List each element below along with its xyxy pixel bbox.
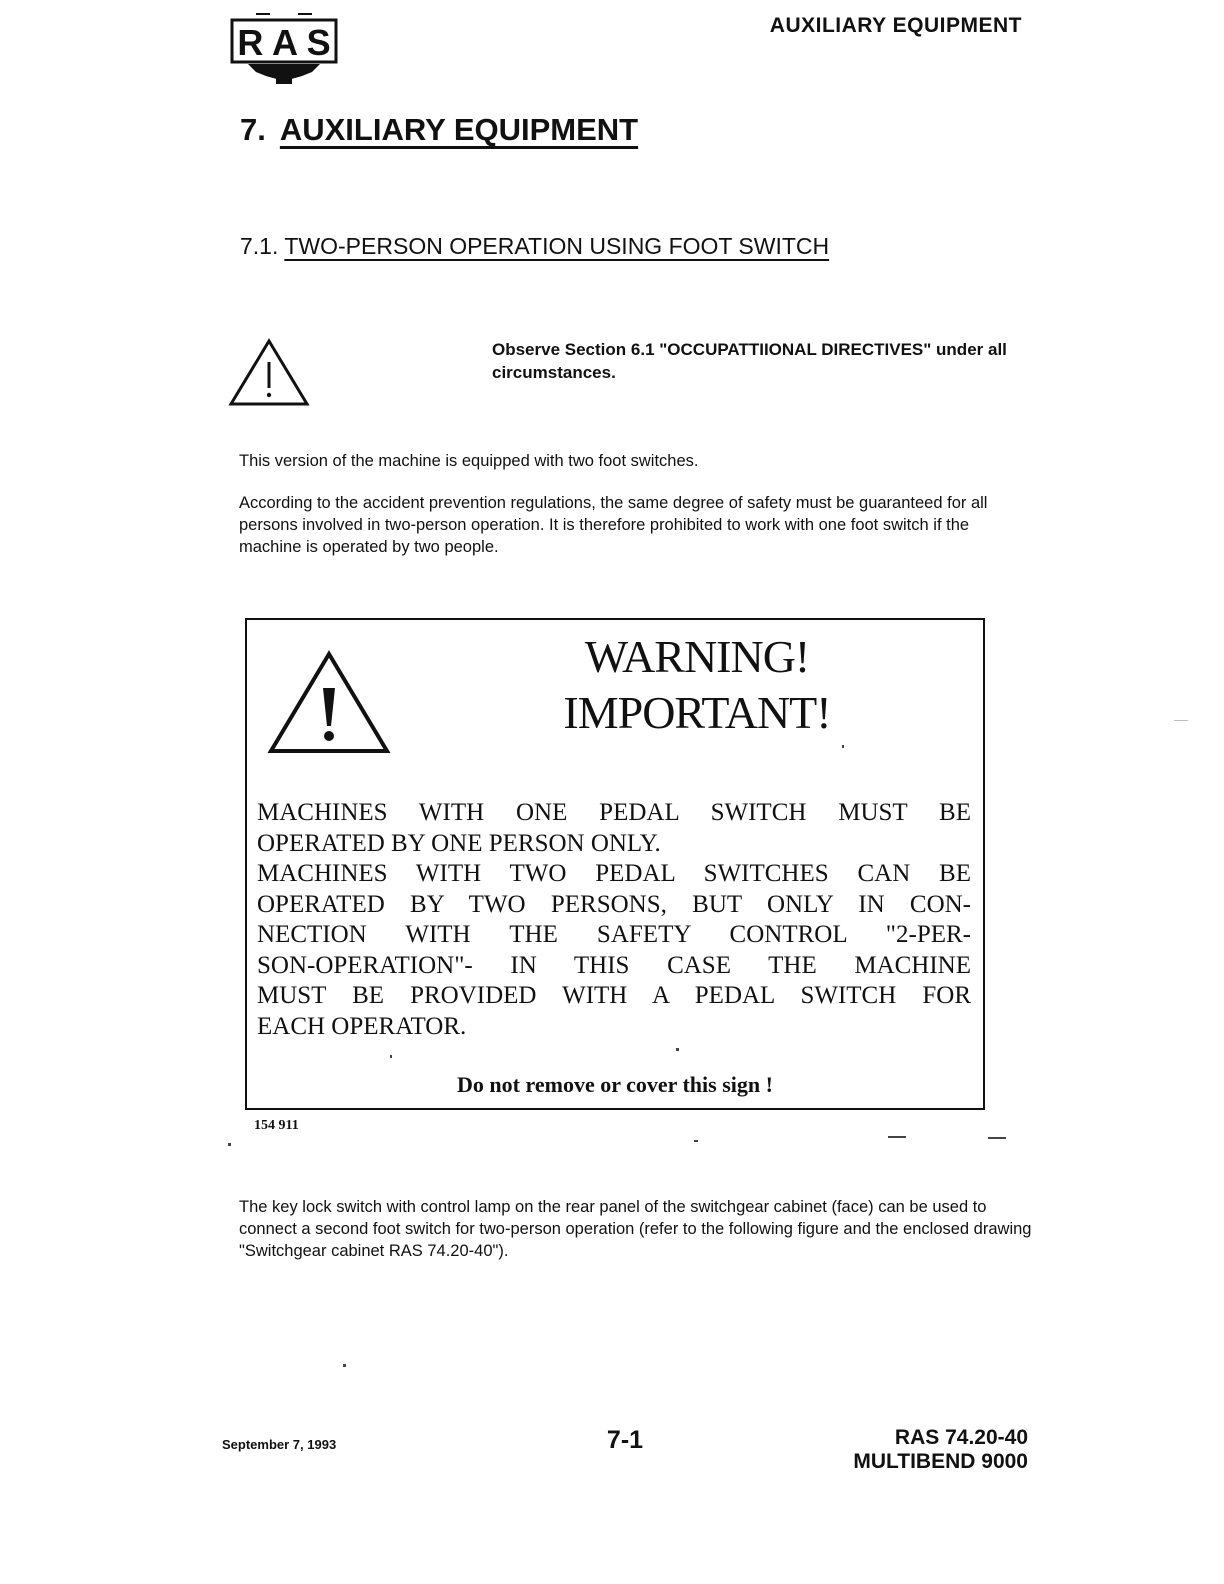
sign-line: MACHINES WITH TWO PEDAL SWITCHES CAN BE (257, 860, 971, 887)
sign-line: OPERATED BY ONE PERSON ONLY. (257, 829, 661, 857)
page-number: 7-1 (606, 1426, 644, 1454)
scan-speck (228, 1143, 231, 1146)
chapter-number: 7. (240, 112, 266, 147)
scan-speck (343, 1364, 346, 1367)
doc-code: RAS 74.20-40 (894, 1426, 1028, 1449)
scan-speck (888, 1136, 906, 1138)
sign-title-important: IMPORTANT! (563, 687, 831, 738)
warning-triangle-icon (228, 338, 310, 408)
scan-speck (676, 1048, 679, 1051)
sign-title-warning: WARNING! (584, 631, 810, 682)
scan-speck (842, 745, 844, 748)
sign-part-number: 154 911 (254, 1118, 299, 1133)
sign-line: SON-OPERATION"- IN THIS CASE THE MACHINE (257, 951, 971, 979)
logo-text: R A S (237, 22, 331, 63)
chapter-title: AUXILIARY EQUIPMENT (279, 112, 639, 147)
sign-line: NECTION WITH THE SAFETY CONTROL "2-PER- (257, 921, 971, 948)
sign-line: MUST BE PROVIDED WITH A PEDAL SWITCH FOR (257, 982, 971, 1009)
warning-sign (245, 618, 985, 1110)
machine-name: MULTIBEND 9000 (853, 1450, 1028, 1473)
sign-text (257, 798, 971, 1042)
sign-footer: Do not remove or cover this sign ! (457, 1072, 773, 1097)
scan-speck (390, 1055, 392, 1058)
sign-line: MACHINES WITH ONE PEDAL SWITCH MUST BE (257, 799, 971, 826)
scan-speck (694, 1140, 698, 1142)
paragraph-key-lock: The key lock switch with control lamp on the rear panel of the switchgear cabinet (face) can be used to connect a second foot switch for two-person operation (refer to the following figure and the enclosed drawing "Switchgear cabinet RAS 74.20-40"). (239, 1198, 1032, 1260)
section-title: TWO-PERSON OPERATION USING FOOT SWITCH (284, 233, 830, 259)
paragraph-intro: This version of the machine is equipped with two foot switches. (239, 452, 699, 470)
paragraph-regulations: According to the accident prevention regulations, the same degree of safety must be guaranteed for all persons involved in two-person operation. It is therefore prohibited to work with one foot switch if the machine is operated by two people. (239, 494, 988, 556)
chapter-heading (240, 112, 638, 148)
ras-logo (228, 10, 340, 88)
running-header: AUXILIARY EQUIPMENT (769, 14, 1022, 37)
sign-line: EACH OPERATOR. (257, 1012, 467, 1040)
section-heading (240, 233, 829, 260)
footer-document-code (760, 1426, 1028, 1474)
section-number: 7.1. (240, 233, 279, 259)
scan-speck (988, 1137, 1006, 1139)
scan-speck (1174, 720, 1188, 721)
observe-note: Observe Section 6.1 "OCCUPATTIIONAL DIRECTIVES" under all circumstances. (492, 340, 1007, 382)
footer-date: September 7, 1993 (222, 1437, 337, 1452)
warning-triangle-icon (267, 650, 391, 756)
sign-line: OPERATED BY TWO PERSONS, BUT ONLY IN CON- (257, 890, 971, 918)
